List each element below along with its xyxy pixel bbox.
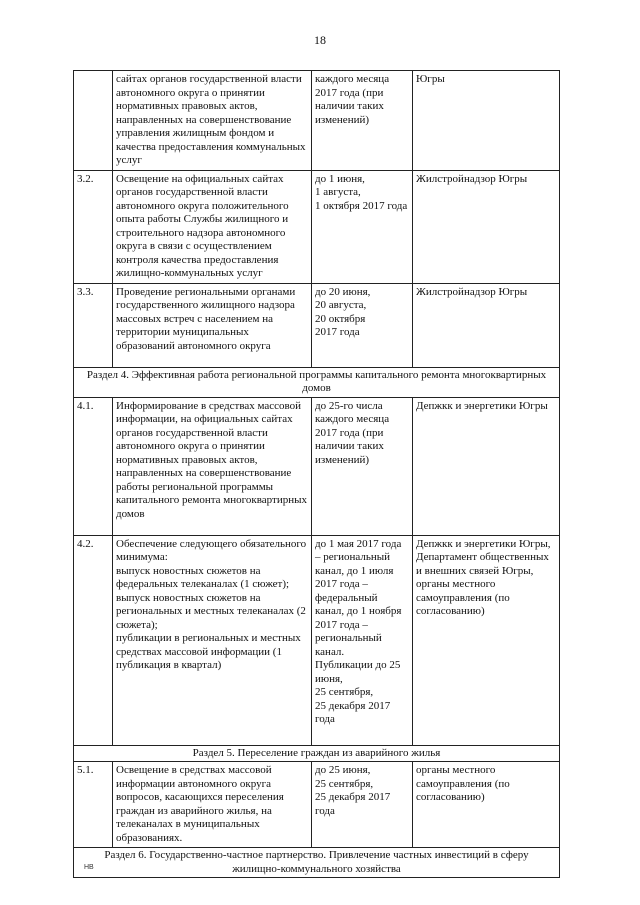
section-row [74,745,560,762]
item-deadline: до 1 мая 2017 года – региональный канал, до 1 июля 2017 года – федеральный канал, до 1 ноября 2017 года – региональный канал. Публикации до 25 июня, 25 сентября, 25 декабря 2017 года [312,535,413,745]
table-row [74,170,560,283]
item-responsible: Жилстройнадзор Югры [413,283,560,367]
section-title: Раздел 4. Эффективная работа региональной программы капитального ремонта многоквартирных домов [74,367,560,397]
table-row [74,762,560,848]
section-title: Раздел 5. Переселение граждан из аварийного жилья [74,745,560,762]
item-deadline: до 20 июня, 20 августа, 20 октября 2017 года [312,283,413,367]
item-content: Освещение в средствах массовой информации автономного округа вопросов, касающихся переселения граждан из аварийного жилья, на телеканалах в муниципальных образованиях. [113,762,312,848]
table-row [74,283,560,367]
item-deadline: каждого месяца 2017 года (при наличии таких изменений) [312,71,413,171]
item-deadline: до 1 июня, 1 августа, 1 октября 2017 года [312,170,413,283]
item-number: 3.2. [74,170,113,283]
item-deadline: до 25 июня, 25 сентября, 25 декабря 2017 года [312,762,413,848]
plan-table [73,70,560,878]
table-row [74,535,560,745]
item-content: Обеспечение следующего обязательного минимума: выпуск новостных сюжетов на федеральных телеканалах (1 сюжет); выпуск новостных сюжетов на региональных и местных телеканалах (2 сюжета); публикации в региональных и местных средствах массовой информации (1 публикация в квартал) [113,535,312,745]
table-row [74,397,560,535]
item-responsible: Жилстройнадзор Югры [413,170,560,283]
item-content: Проведение региональными органами государственного жилищного надзора массовых встреч с населением на территории муниципальных образований автономного округа [113,283,312,367]
table-row [74,71,560,171]
section-row [74,848,560,878]
item-number: 4.2. [74,535,113,745]
item-responsible: Депжкк и энергетики Югры [413,397,560,535]
item-number: 4.1. [74,397,113,535]
page-number: 18 [314,33,326,47]
item-responsible: Югры [413,71,560,171]
item-content: Информирование в средствах массовой информации, на официальных сайтах органов государственной власти автономного округа о принятии нормативных правовых актов, направленных на совершенствование работы региональной программы капитального ремонта многоквартирных домов [113,397,312,535]
section-row [74,367,560,397]
item-number [74,71,113,171]
item-content: сайтах органов государственной власти автономного округа о принятии нормативных правовых актов, направленных на совершенствование управления жилищным фондом и качества предоставления коммунальных услуг [113,71,312,171]
item-number: 5.1. [74,762,113,848]
footer-mark: НВ [84,864,94,871]
item-responsible: Депжкк и энергетики Югры, Департамент общественных и внешних связей Югры, органы местного самоуправления (по согласованию) [413,535,560,745]
item-number: 3.3. [74,283,113,367]
section-title: Раздел 6. Государственно-частное партнерство. Привлечение частных инвестиций в сферу жилищно-коммунального хозяйства [74,848,560,878]
item-deadline: до 25-го числа каждого месяца 2017 года (при наличии таких изменений) [312,397,413,535]
item-responsible: органы местного самоуправления (по согласованию) [413,762,560,848]
item-content: Освещение на официальных сайтах органов государственной власти автономного округа положительного опыта работы Службы жилищного и строительного надзора автономного округа в связи с осуществлением контроля качества предоставления жилищно-коммунальных услуг [113,170,312,283]
